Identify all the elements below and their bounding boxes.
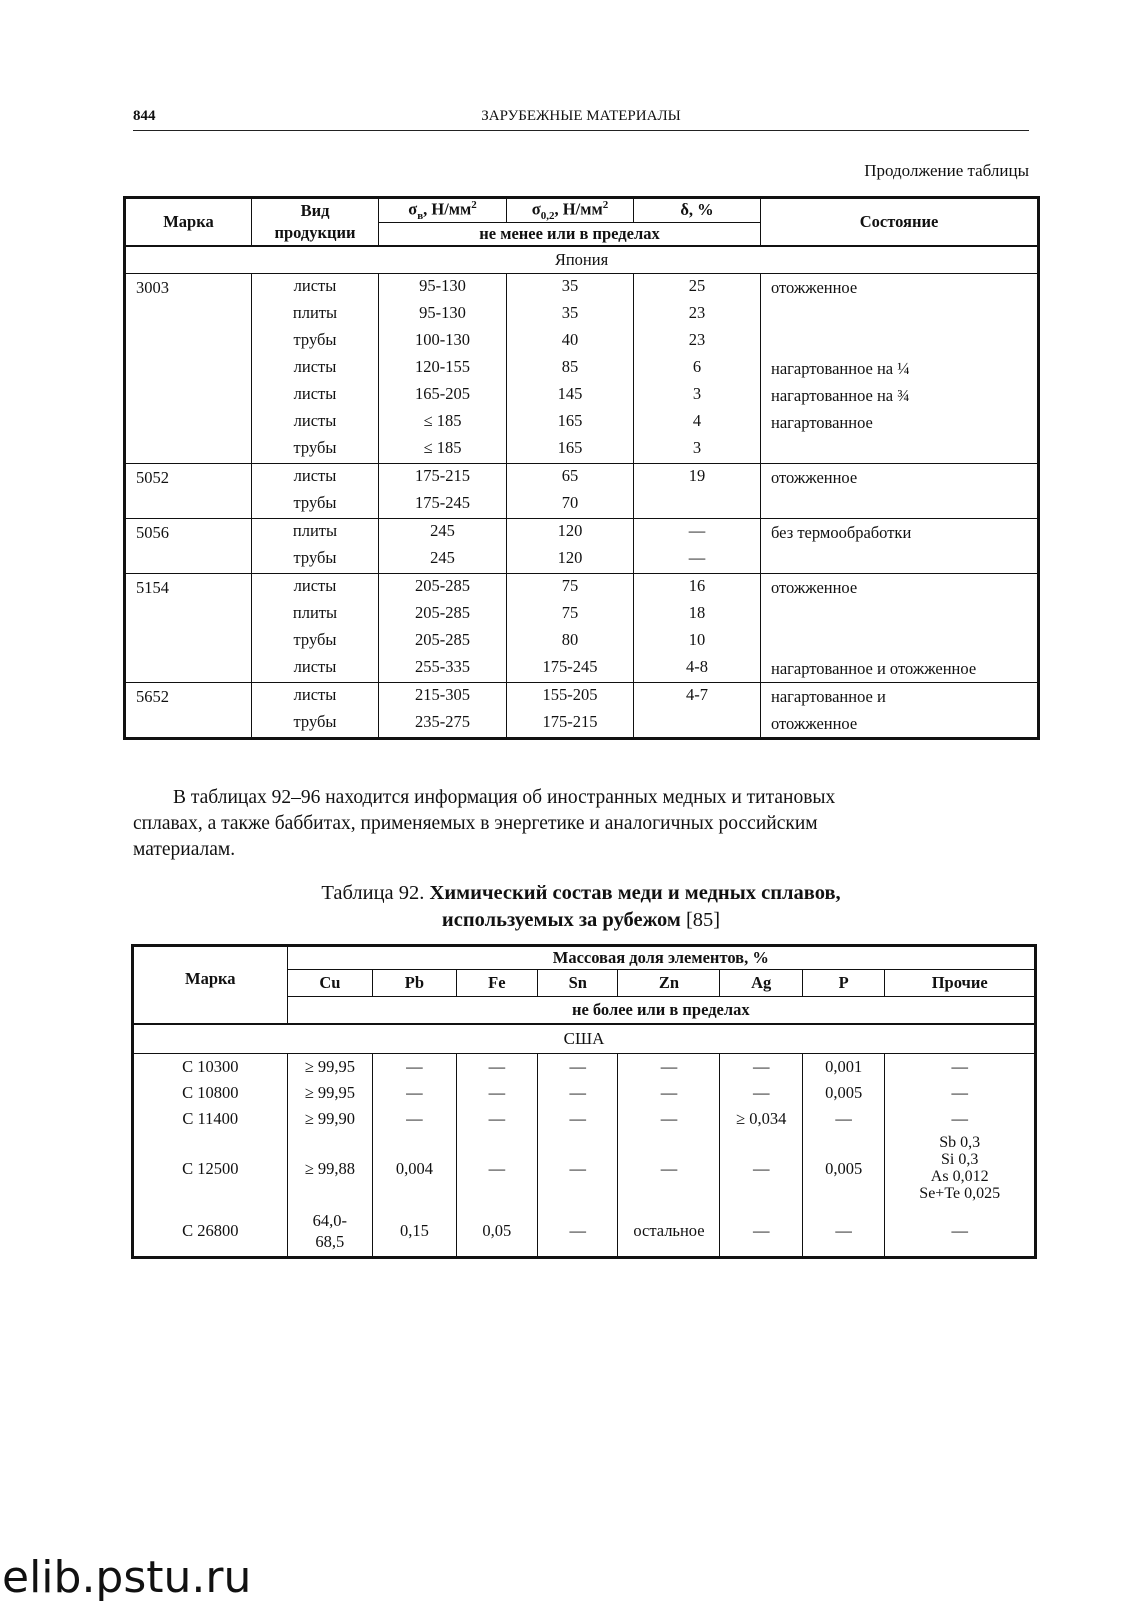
element-header: P — [802, 970, 884, 997]
grade-group-row — [125, 573, 1039, 682]
cell-value: 205-285 — [415, 602, 470, 622]
cell-value: 175-245 — [415, 492, 470, 512]
cell-value: плиты — [292, 602, 338, 622]
page-number: 844 — [133, 108, 156, 124]
element-header: Zn — [618, 970, 720, 997]
other-cell: — — [885, 1054, 1036, 1081]
cell-value: 215-305 — [415, 684, 470, 704]
cell-value: 235-275 — [415, 711, 470, 731]
cell-value: 245 — [430, 520, 455, 540]
cell-value: плиты — [292, 302, 338, 322]
pb-cell: — — [373, 1106, 456, 1132]
grade-group-row — [125, 518, 1039, 573]
sigma-b-cell — [379, 518, 507, 573]
cell-value: трубы — [293, 329, 337, 349]
ag-cell: — — [720, 1132, 802, 1206]
element-header: Прочие — [885, 970, 1036, 997]
grade-label: 5652 — [136, 686, 169, 706]
fe-cell: — — [456, 1132, 537, 1206]
cell-value: листы — [293, 684, 337, 704]
cell-value: трубы — [293, 547, 337, 567]
state-cell — [761, 573, 1039, 682]
paragraph-line-2: сплавах, а также баббитах, применяемых в энергетике и аналогичных российским — [133, 813, 818, 834]
cell-value: отожженное — [771, 713, 858, 733]
cell-value: 10 — [688, 629, 706, 649]
ag-cell: — — [720, 1080, 802, 1106]
pb-cell: — — [373, 1054, 456, 1081]
zn-cell: остальное — [618, 1206, 720, 1258]
cell-value: листы — [293, 356, 337, 376]
other-cell: — — [885, 1206, 1036, 1258]
grade-cell — [125, 573, 252, 682]
sigma-02-cell — [507, 573, 634, 682]
ag-cell: — — [720, 1206, 802, 1258]
zn-cell: — — [618, 1106, 720, 1132]
cell-value: листы — [293, 656, 337, 676]
cell-value: трубы — [293, 492, 337, 512]
cell-value: 6 — [692, 356, 702, 376]
running-header — [133, 104, 1029, 131]
fe-cell: — — [456, 1080, 537, 1106]
delta-cell — [634, 518, 761, 573]
cell-value — [771, 546, 1037, 573]
grade-label: 3003 — [136, 277, 169, 297]
mass-fraction-header: Массовая доля элементов, % — [287, 946, 1035, 970]
cell-value — [771, 328, 1037, 355]
sn-cell: — — [538, 1206, 618, 1258]
other-cell — [885, 1132, 1036, 1206]
delta-cell — [634, 273, 761, 463]
col-product-header — [252, 198, 379, 246]
cell-value: 165 — [557, 437, 583, 457]
sigma-02-cell — [507, 518, 634, 573]
cell-value: 16 — [688, 575, 706, 595]
sn-cell: — — [538, 1106, 618, 1132]
cell-value: 4-7 — [686, 684, 708, 704]
col-grade-header: Марка — [185, 969, 236, 988]
sigma-02-cell — [507, 682, 634, 738]
cell-value: 35 — [561, 275, 579, 295]
other-line: As 0,012 — [930, 1168, 989, 1185]
cell-value — [771, 628, 1037, 655]
cell-value: 255-335 — [415, 656, 470, 676]
cell-value: листы — [293, 383, 337, 403]
country-row: США — [133, 1024, 1036, 1054]
body-paragraph — [133, 785, 1033, 863]
cell-value: 120 — [557, 547, 583, 567]
p-cell: 0,001 — [802, 1054, 884, 1081]
cell-value: трубы — [293, 437, 337, 457]
limits-header: не менее или в пределах — [379, 222, 761, 246]
fe-cell: — — [456, 1054, 537, 1081]
cell-value: — — [688, 547, 706, 567]
ag-cell: ≥ 0,034 — [720, 1106, 802, 1132]
cell-value: 95-130 — [419, 302, 466, 322]
fe-cell: — — [456, 1106, 537, 1132]
p-cell: 0,005 — [802, 1080, 884, 1106]
cell-value: 65 — [561, 465, 579, 485]
country-row: Япония — [125, 246, 1039, 274]
cell-value: плиты — [292, 520, 338, 540]
cell-value — [771, 601, 1037, 628]
cell-value: 85 — [561, 356, 579, 376]
sigma-b-cell — [379, 682, 507, 738]
cell-value — [634, 491, 760, 518]
cell-value — [771, 491, 1037, 518]
other-cell: — — [885, 1106, 1036, 1132]
state-cell — [761, 518, 1039, 573]
col-sigma-b-header: $\sigma_в$, $Н/мм^2$ — [379, 198, 507, 223]
sigma-02-cell — [507, 273, 634, 463]
cell-value: 25 — [688, 275, 706, 295]
delta-cell — [634, 573, 761, 682]
cell-value: листы — [293, 575, 337, 595]
paragraph-line-3: материалам. — [133, 839, 236, 860]
cell-value: 23 — [688, 302, 706, 322]
grade-cell: С 10800 — [182, 1083, 239, 1102]
other-line: Si 0,3 — [941, 1151, 979, 1168]
cell-value: отожженное — [771, 277, 858, 297]
cell-value: нагартованное и — [771, 686, 886, 706]
cell-value: 145 — [557, 383, 583, 403]
cell-value: без термообработки — [771, 522, 912, 542]
cell-value: 3 — [692, 437, 702, 457]
cell-value: 205-285 — [415, 575, 470, 595]
cell-value: нагартованное и отожженное — [771, 658, 977, 678]
cell-value: 3 — [692, 383, 702, 403]
p-cell: — — [802, 1206, 884, 1258]
running-title: ЗАРУБЕЖНЫЕ МАТЕРИАЛЫ — [481, 108, 681, 124]
grade-cell: С 11400 — [182, 1109, 239, 1128]
sigma-b-cell — [379, 573, 507, 682]
sigma-02-cell — [507, 463, 634, 518]
element-header: Pb — [373, 970, 456, 997]
cell-value: 70 — [561, 492, 579, 512]
delta-cell — [634, 463, 761, 518]
product-cell — [252, 273, 379, 463]
other-line: Sb 0,3 — [939, 1134, 981, 1151]
cell-value: 120 — [557, 520, 583, 540]
cu-cell: ≥ 99,88 — [287, 1132, 373, 1206]
cell-value — [771, 301, 1037, 328]
cell-value: 35 — [561, 302, 579, 322]
limits-header: не более или в пределах — [287, 997, 1035, 1025]
cell-value: 40 — [561, 329, 579, 349]
other-cell: — — [885, 1080, 1036, 1106]
watermark: elib.pstu.ru — [2, 1552, 252, 1603]
properties-table — [123, 196, 1040, 740]
continuation-note: Продолжение таблицы — [864, 161, 1029, 180]
cell-value: 175-215 — [415, 465, 470, 485]
cu-cell — [287, 1206, 373, 1258]
cell-value: трубы — [293, 629, 337, 649]
cell-value: 175-245 — [542, 656, 598, 676]
cell-value: 175-215 — [542, 711, 598, 731]
grade-label: 5052 — [136, 467, 169, 487]
p-cell: 0,005 — [802, 1132, 884, 1206]
cell-value: отожженное — [771, 577, 858, 597]
cell-value: 95-130 — [419, 275, 466, 295]
composition-table — [131, 944, 1037, 1259]
state-cell — [761, 463, 1039, 518]
cu-line: 64,0- — [312, 1211, 348, 1230]
sn-cell: — — [538, 1132, 618, 1206]
grade-group-row — [125, 682, 1039, 738]
product-cell — [252, 463, 379, 518]
cu-cell: ≥ 99,90 — [287, 1106, 373, 1132]
cell-value: 80 — [561, 629, 579, 649]
grade-group-row — [125, 273, 1039, 463]
cell-value: 165-205 — [415, 383, 470, 403]
pb-cell: 0,15 — [373, 1206, 456, 1258]
cell-value: 4-8 — [686, 656, 708, 676]
element-header: Fe — [456, 970, 537, 997]
cell-value: нагартованное на ¼ — [771, 358, 910, 378]
grade-cell — [125, 273, 252, 463]
cu-cell: ≥ 99,95 — [287, 1080, 373, 1106]
ag-cell: — — [720, 1054, 802, 1081]
cell-value: трубы — [293, 711, 337, 731]
product-cell — [252, 573, 379, 682]
zn-cell: — — [618, 1132, 720, 1206]
table-caption — [133, 880, 1029, 934]
zn-cell: — — [618, 1054, 720, 1081]
pb-cell: 0,004 — [373, 1132, 456, 1206]
grade-cell: С 10300 — [182, 1057, 239, 1076]
cell-value: 75 — [561, 602, 579, 622]
fe-cell: 0,05 — [456, 1206, 537, 1258]
cell-value: 205-285 — [415, 629, 470, 649]
col-delta-header: δ, % — [634, 198, 761, 223]
cell-value: 75 — [561, 575, 579, 595]
element-header: Ag — [720, 970, 802, 997]
state-cell — [761, 682, 1039, 738]
cell-value: 19 — [688, 465, 706, 485]
cell-value: ≤ 185 — [423, 410, 462, 430]
cell-value: отожженное — [771, 467, 858, 487]
cell-value: нагартованное — [771, 412, 873, 432]
cell-value: 120-155 — [415, 356, 470, 376]
element-header: Sn — [538, 970, 618, 997]
grade-label: 5154 — [136, 577, 169, 597]
cu-line: 68,5 — [315, 1232, 345, 1251]
sn-cell: — — [538, 1054, 618, 1081]
pb-cell: — — [373, 1080, 456, 1106]
cell-value: 23 — [688, 329, 706, 349]
state-cell — [761, 273, 1039, 463]
cell-value: 18 — [688, 602, 706, 622]
grade-group-row — [125, 463, 1039, 518]
sigma-b-cell — [379, 463, 507, 518]
cell-value: листы — [293, 410, 337, 430]
cell-value: — — [688, 520, 706, 540]
grade-cell — [125, 463, 252, 518]
sn-cell: — — [538, 1080, 618, 1106]
caption-ref: [85] — [685, 909, 721, 931]
product-header-text: Вид продукции — [274, 200, 356, 242]
p-cell: — — [802, 1106, 884, 1132]
grade-cell: С 26800 — [182, 1221, 239, 1240]
cell-value: 100-130 — [415, 329, 470, 349]
cell-value: 245 — [430, 547, 455, 567]
caption-title-line-1: Химический состав меди и медных сплавов, — [429, 882, 841, 904]
zn-cell: — — [618, 1080, 720, 1106]
element-header: Cu — [287, 970, 373, 997]
product-cell — [252, 682, 379, 738]
cell-value: 155-205 — [542, 684, 598, 704]
cell-value — [771, 436, 1037, 463]
cell-value: ≤ 185 — [423, 437, 462, 457]
cell-value: листы — [293, 465, 337, 485]
cell-value: 165 — [557, 410, 583, 430]
sigma-b-cell — [379, 273, 507, 463]
col-grade-header: Марка — [163, 211, 214, 231]
other-line: Se+Te 0,025 — [919, 1185, 1001, 1202]
cell-value: 4 — [692, 410, 702, 430]
product-cell — [252, 518, 379, 573]
cu-cell: ≥ 99,95 — [287, 1054, 373, 1081]
paragraph-line-1: В таблицах 92–96 находится информация об иностранных медных и титановых — [173, 787, 836, 808]
delta-cell — [634, 682, 761, 738]
cell-value: нагартованное на ¾ — [771, 385, 910, 405]
cell-value: листы — [293, 275, 337, 295]
grade-cell: С 12500 — [182, 1159, 239, 1178]
grade-cell — [125, 518, 252, 573]
grade-cell — [125, 682, 252, 738]
col-sigma-02-header: $\sigma_{0,2}$, $Н/мм^2$ — [507, 198, 634, 223]
caption-title-line-2: используемых за рубежом — [441, 909, 681, 931]
cell-value — [634, 710, 760, 737]
grade-label: 5056 — [136, 522, 169, 542]
col-state-header: Состояние — [761, 198, 1039, 246]
caption-prefix: Таблица 92. — [321, 882, 425, 904]
